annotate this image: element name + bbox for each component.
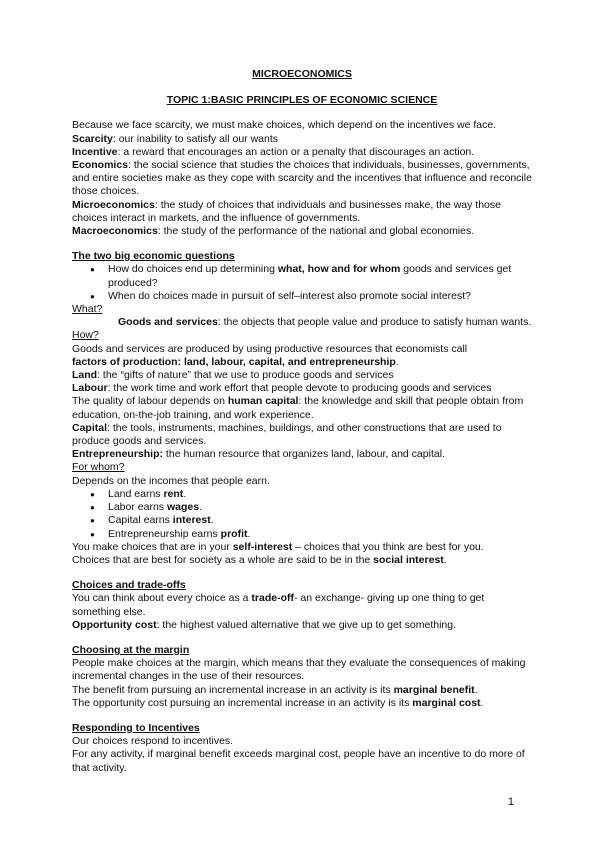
def-macroeconomics: Macroeconomics: the study of the performance of the national and global economies. [72,225,475,238]
factors-of-production: factors of production: land, labour, capital, and entrepreneurship. [72,355,399,368]
document-title: MICROECONOMICS [252,68,352,80]
def-microeconomics: Microeconomics: the study of choices that individuals and businesses make, the way those choices interact in markets, and the influence of governments. [72,198,501,224]
def-scarcity: Scarcity: our inability to satisfy all our wants [72,132,279,145]
list-item: ● When do choices made in pursuit of self–interest also promote social interest? [72,290,532,303]
def-incentive: Incentive: a reward that encourages an action or a penalty that discourages an action. [72,145,475,158]
list-item: ● Entrepreneurship earns profit. [72,528,532,541]
earnings-list [72,488,532,541]
marginal-benefit-paragraph: The benefit from pursuing an incremental increase in an activity is its marginal benefit. [72,683,478,696]
label-for-whom: For whom? [72,461,125,474]
label-how: How? [72,329,99,342]
list-item: ● How do choices end up determining what, how and for whom goods and services get produced? [72,263,532,289]
self-interest-paragraph: You make choices that are in your self-interest – choices that you think are best for you. [72,540,484,553]
document-subtitle: TOPIC 1:BASIC PRINCIPLES OF ECONOMIC SCIENCE [166,94,438,107]
list-item: ● Land earns rent. [72,488,532,501]
section-heading-big-questions: The two big economic questions [72,250,235,263]
def-labour: Labour: the work time and work effort that people devote to producing goods and services [72,382,492,395]
def-land: Land: the “gifts of nature” that we use to produce goods and services [72,369,394,382]
big-questions-list [72,263,532,303]
incentives-paragraph-1: Our choices respond to incentives. [72,735,234,748]
social-interest-paragraph: Choices that are best for society as a whole are said to be in the social interest. [72,553,447,566]
document-page [72,68,532,775]
def-opportunity-cost: Opportunity cost: the highest valued alternative that we give up to get something. [72,618,457,631]
incentives-paragraph-2: For any activity, if marginal benefit exceeds marginal cost, people have an incentive to do more of that activity. [72,748,525,774]
list-item: ● Labor earns wages. [72,501,532,514]
def-capital: Capital: the tools, instruments, machines, buildings, and other constructions that are used to produce goods and services. [72,421,502,448]
for-whom-paragraph: Depends on the incomes that people earn. [72,474,270,487]
marginal-cost-paragraph: The opportunity cost pursuing an incremental increase in an activity is its marginal cost. [72,696,484,709]
page-number: 1 [507,796,514,808]
def-goods-services: Goods and services: the objects that people value and produce to satisfy human wants. [118,316,532,329]
section-heading-incentives: Responding to Incentives [72,721,200,734]
section-heading-margin: Choosing at the margin [72,643,190,656]
label-what: What? [72,303,103,316]
def-economics: Economics: the social science that studies the choices that individuals, businesses, governments, and entire societies make as they cope with scarcity and the incentives that influence and reconcile those choices. [72,159,532,198]
tradeoff-paragraph: You can think about every choice as a trade-off- an exchange- giving up one thing to get something else. [72,592,485,618]
def-entrepreneurship: Entrepreneurship: the human resource that organizes land, labour, and capital. [72,448,445,461]
intro-paragraph: Because we face scarcity, we must make choices, which depend on the incentives we face. [72,119,497,132]
section-heading-tradeoffs: Choices and trade-offs [72,579,186,592]
list-item: ● Capital earns interest. [72,514,532,527]
labour-quality: The quality of labour depends on human capital: the knowledge and skill that people obtain from education, on-the-job training, and work experience. [72,395,524,421]
how-paragraph: Goods and services are produced by using productive resources that economists call [72,342,468,355]
margin-paragraph: People make choices at the margin, which means that they evaluate the consequences of making incremental changes in the use of their resources. [72,657,526,683]
